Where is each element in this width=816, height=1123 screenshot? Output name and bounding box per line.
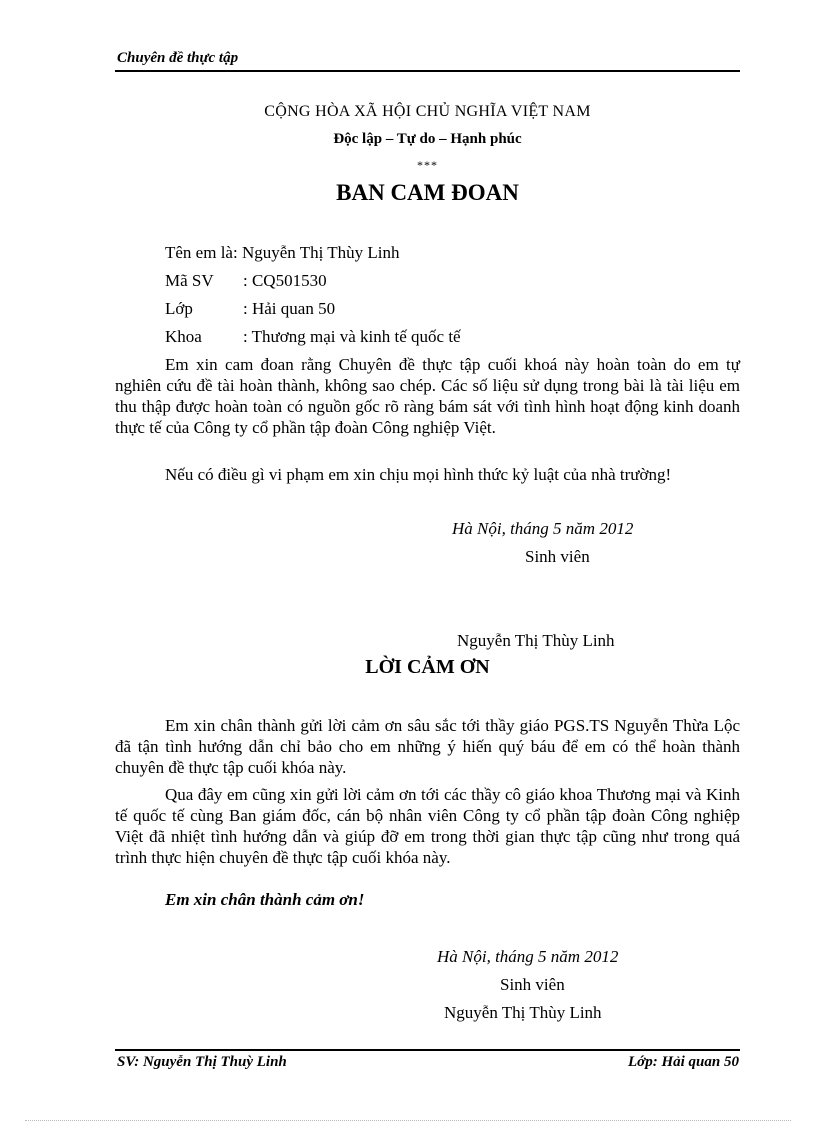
info-label: Tên em là: [165,243,238,262]
page-edge-divider [25,1120,791,1121]
acknowledgement-thanks: Em xin chân thành cảm ơn! [165,890,365,909]
acknowledgement-title: LỜI CẢM ƠN [365,656,490,678]
acknowledgement-signer: Nguyễn Thị Thùy Linh [444,1003,602,1022]
declaration-paragraph-1: Em xin cam đoan rằng Chuyên đề thực tập cuối khoá này hoàn toàn do em tự nghiên cứu đề tài hoàn thành, không sao chép. Các số liệu sử dụng trong bài là tài liệu em thu thập được hoàn toàn có nguồn gốc rõ ràng bám sát với tình hình hoạt động kinh doanh thực tế của Công ty cổ phần tập đoàn Công nghiệp Việt. [115,355,740,437]
info-label: Mã SV [165,271,214,290]
info-value: : Hải quan 50 [243,299,336,318]
info-row-student-id [165,271,327,291]
info-row-class [165,299,335,319]
info-value: Nguyễn Thị Thùy Linh [241,243,400,262]
declaration-signer: Nguyễn Thị Thùy Linh [457,631,615,650]
info-row-faculty [165,327,461,347]
running-header: Chuyên đề thực tập [117,50,239,66]
footer-class: Lớp: Hải quan 50 [628,1054,739,1070]
acknowledgement-paragraph-2: Qua đây em cũng xin gửi lời cảm ơn tới các thầy cô giáo khoa Thương mại và Kinh tế quốc tế cùng Ban giám đốc, cán bộ nhân viên Công ty cổ phần tập đoàn Công nghiệp Việt đã nhiệt tình hướng dẫn và giúp đỡ em trong thời gian thực tập cũng như trong quá trình thực hiện chuyên đề thực tập cuối khóa này. [115,785,740,867]
info-value: : CQ501530 [243,271,327,290]
info-value: : Thương mại và kinh tế quốc tế [243,327,461,346]
info-row-name [165,243,400,263]
separator-stars: *** [417,158,438,172]
footer-student: SV: Nguyễn Thị Thuỳ Linh [117,1054,287,1070]
acknowledgement-role: Sinh viên [500,975,565,994]
acknowledgement-place-date: Hà Nội, tháng 5 năm 2012 [437,947,619,966]
footer-rule [115,1049,740,1051]
info-label: Lớp [165,299,193,318]
declaration-place-date: Hà Nội, tháng 5 năm 2012 [452,519,634,538]
header-rule [115,70,740,72]
declaration-role: Sinh viên [525,547,590,566]
declaration-paragraph-2: Nếu có điều gì vi phạm em xin chịu mọi hình thức kỷ luật của nhà trường! [165,465,672,484]
info-label: Khoa [165,327,202,346]
acknowledgement-paragraph-1: Em xin chân thành gửi lời cảm ơn sâu sắc tới thầy giáo PGS.TS Nguyễn Thừa Lộc đã tận tình hướng dẫn chỉ bảo cho em những ý hiến quý báu để em có thể hoàn thành chuyên đề thực tập cuối khóa này. [115,716,740,777]
national-motto: Độc lập – Tự do – Hạnh phúc [333,131,522,147]
national-title: CỘNG HÒA XÃ HỘI CHỦ NGHĨA VIỆT NAM [264,103,591,120]
declaration-title: BAN CAM ĐOAN [336,180,519,205]
